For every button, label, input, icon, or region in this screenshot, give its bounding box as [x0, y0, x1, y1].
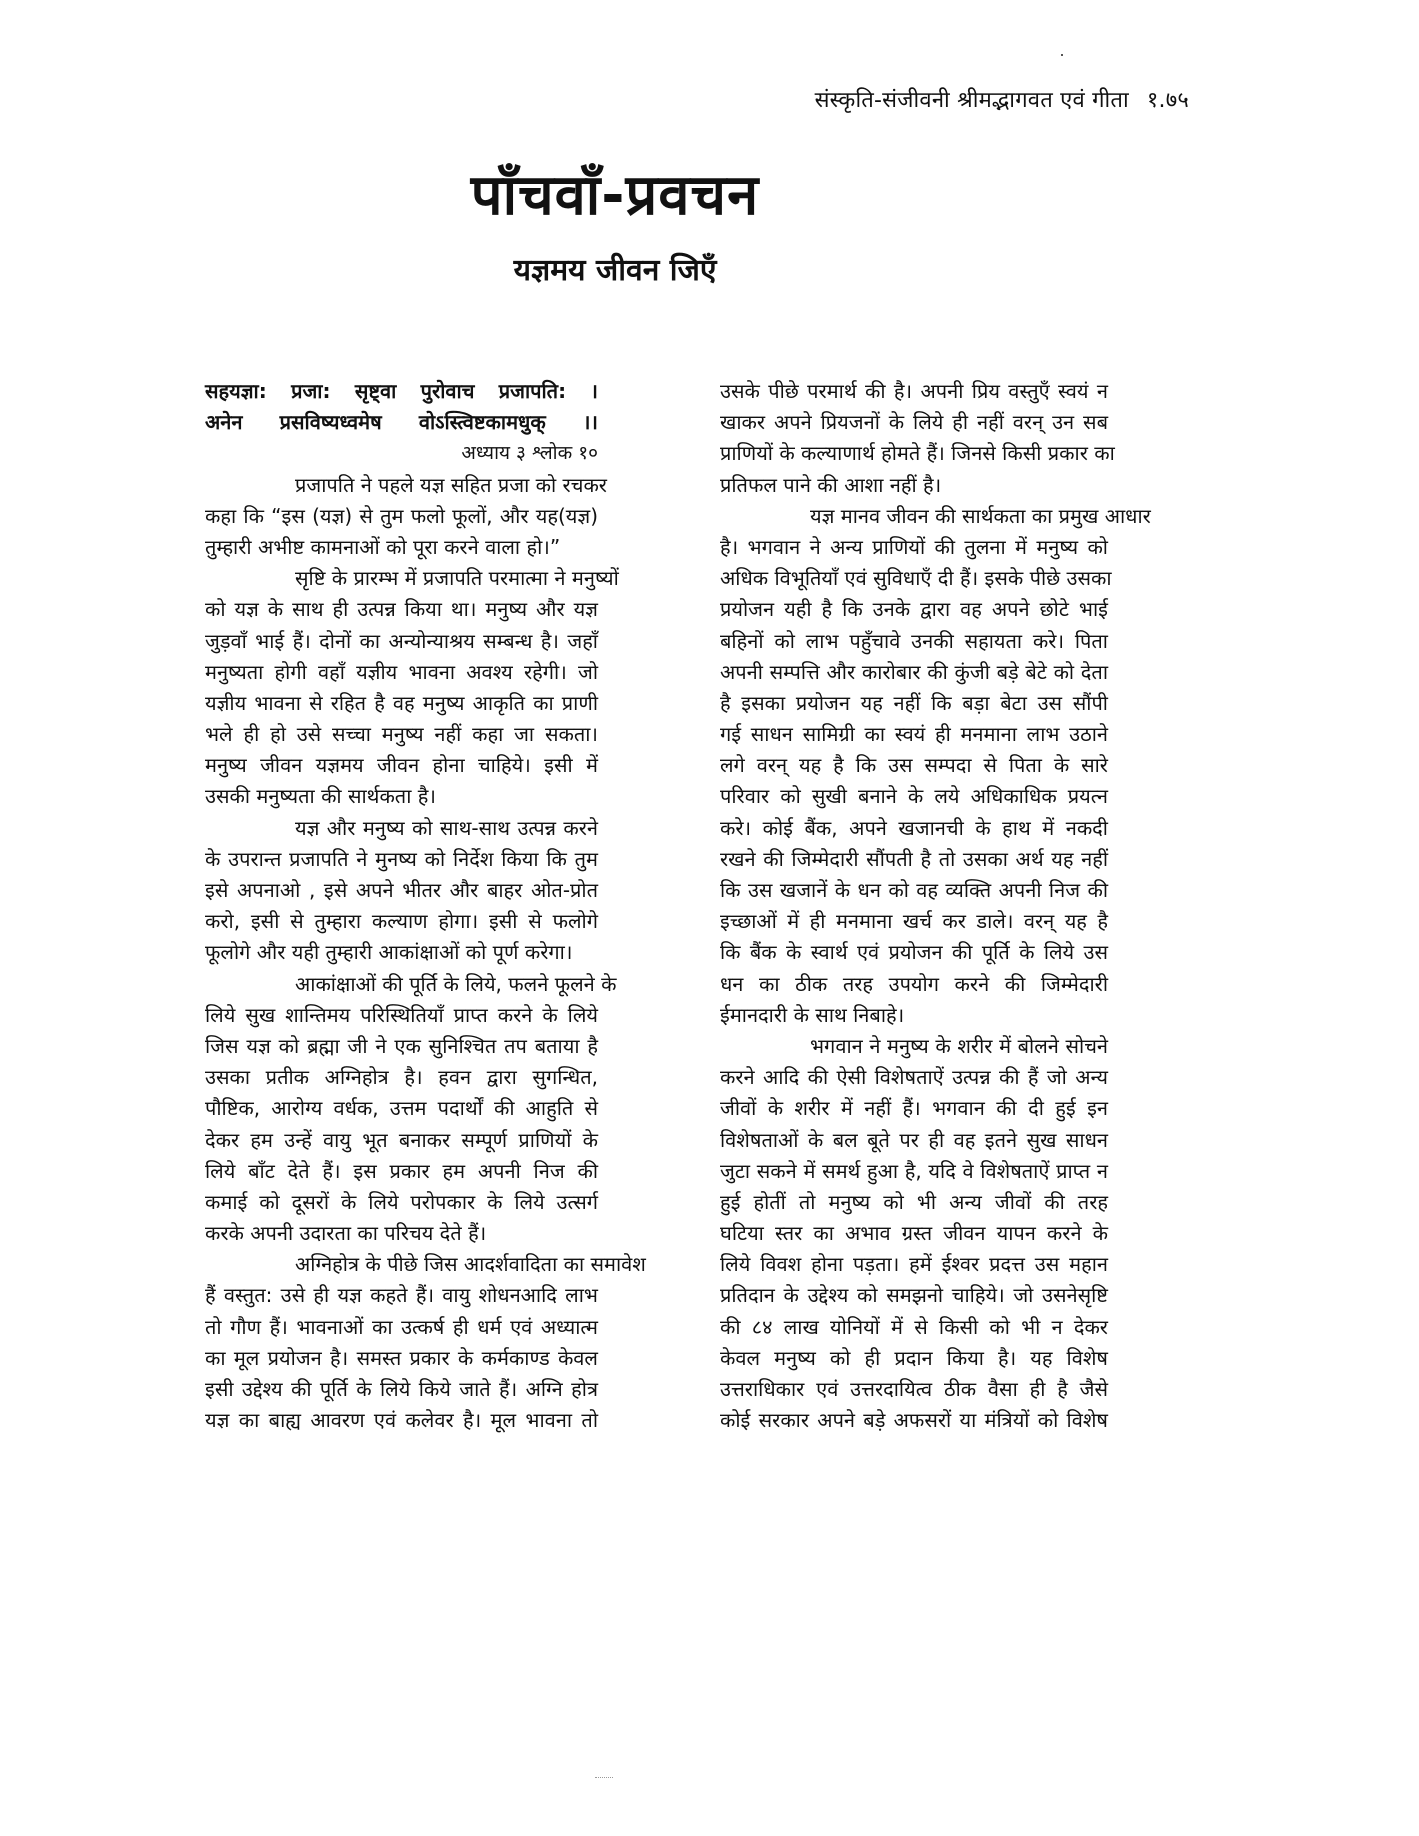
text-line: कमाई को दूसरों के लिये परोपकार के लिये उत्सर्ग [205, 1189, 598, 1214]
text-line: कोई सरकार अपने बड़े अफसरों या मंत्रियों को विशेष [720, 1408, 1108, 1433]
text-line: यज्ञीय भावना से रहित है वह मनुष्य आकृति का प्राणी [205, 690, 598, 715]
shloka-block [205, 376, 598, 470]
text-line: लगे वरन् यह है कि उस सम्पदा से पिता के सारे [720, 753, 1108, 778]
chapter-subtitle: यज्ञमय जीवन जिएँ [513, 253, 717, 288]
text-line: करे। कोई बैंक, अपने खजानची के हाथ में नकदी [720, 815, 1108, 840]
text-line: इसे अपनाओ , इसे अपने भीतर और बाहर ओत-प्रोत [205, 878, 598, 902]
text-line: मनुष्यता होगी वहाँ यज्ञीय भावना अवश्य रहेगी। जो [205, 659, 598, 684]
scan-speck [1061, 54, 1063, 56]
text-line: प्रजापति ने पहले यज्ञ सहित प्रजा को रचकर [295, 472, 607, 497]
left-column [205, 376, 646, 1436]
text-line: देकर हम उन्हें वायु भूत बनाकर सम्पूर्ण प्राणियों के [205, 1127, 598, 1152]
text-line: है। भगवान ने अन्य प्राणियों की तुलना में मनुष्य को [720, 534, 1108, 559]
text-line: प्रतिदान के उद्देश्य को समझनो चाहिये। जो उसनेसृष्टि [720, 1283, 1108, 1308]
right-body-text [720, 376, 1151, 1436]
text-line: करो, इसी से तुम्हारा कल्याण होगा। इसी से फलोगे [205, 909, 598, 934]
text-line: जुड़वाँ भाई हैं। दोनों का अन्योन्याश्रय सम्बन्ध है। जहाँ [205, 628, 598, 653]
text-line: खाकर अपने प्रियजनों के लिये ही नहीं वरन् उन सब [720, 410, 1108, 435]
text-line: ईमानदारी के साथ निबाहे। [720, 1002, 905, 1027]
text-line: यज्ञ और मनुष्य को साथ-साथ उत्पन्न करने [295, 815, 598, 840]
text-line: अपनी सम्पत्ति और कारोबार की कुंजी बड़े बेटे को देता [720, 659, 1108, 684]
text-line: फूलोगे और यही तुम्हारी आकांक्षाओं को पूर्ण करेगा। [205, 940, 573, 965]
text-line: जीवों के शरीर में नहीं हैं। भगवान की दी हुई इन [720, 1096, 1108, 1121]
text-line: प्रयोजन यही है कि उनके द्वारा वह अपने छोटे भाई [720, 597, 1108, 622]
text-line: हुई होतीं तो मनुष्य को भी अन्य जीवों की तरह [720, 1189, 1108, 1214]
text-line: इच्छाओं में ही मनमाना खर्च कर डाले। वरन् यह है [720, 909, 1108, 934]
text-line: पौष्टिक, आरोग्य वर्धक, उत्तम पदार्थों की आहुति से [205, 1096, 598, 1121]
shloka-reference: अध्याय ३ श्लोक १० [461, 442, 598, 465]
text-line: का मूल प्रयोजन है। समस्त प्रकार के कर्मकाण्ड केवल [205, 1345, 598, 1370]
text-line: लिये बाँट देते हैं। इस प्रकार हम अपनी निज की [205, 1158, 598, 1183]
running-header [815, 84, 1189, 114]
text-line: उसकी मनुष्यता की सार्थकता है। [205, 784, 436, 809]
text-line: गई साधन सामिग्री का स्वयं ही मनमाना लाभ उठाने [720, 722, 1108, 747]
text-line: के उपरान्त प्रजापति ने मुनष्य को निर्देश किया कि तुम [205, 846, 598, 871]
text-line: करने आदि की ऐसी विशेषताऐं उत्पन्न की हैं जो अन्य [720, 1065, 1108, 1090]
text-line: प्राणियों के कल्याणार्थ होमते हैं। जिनसे किसी प्रकार का [720, 441, 1115, 466]
text-line: मनुष्य जीवन यज्ञमय जीवन होना चाहिये। इसी में [205, 753, 598, 778]
text-line: कि बैंक के स्वार्थ एवं प्रयोजन की पूर्ति के लिये उस [720, 940, 1108, 965]
text-line: लिये विवश होना पड़ता। हमें ईश्वर प्रदत्त उस महान [720, 1252, 1108, 1277]
text-line: जिस यज्ञ को ब्रह्मा जी ने एक सुनिश्चित तप बताया है [205, 1033, 598, 1058]
text-line: की ८४ लाख योनियों में से किसी को भी न देकर [720, 1314, 1108, 1339]
text-line: विशेषताओं के बल बूते पर ही वह इतने सुख साधन [720, 1127, 1108, 1152]
running-title: संस्कृति-संजीवनी श्रीमद्भागवत एवं गीता [814, 88, 1129, 113]
text-line: तुम्हारी अभीष्ट कामनाओं को पूरा करने वाला हो।” [205, 534, 561, 559]
text-line: सृष्टि के प्रारम्भ में प्रजापति परमात्मा ने मनुष्यों [295, 566, 619, 591]
text-line: लिये सुख शान्तिमय परिस्थितियाँ प्राप्त करने के लिये [205, 1002, 598, 1027]
text-line: परिवार को सुखी बनाने के लये अधिकाधिक प्रयत्न [720, 784, 1108, 809]
text-line: को यज्ञ के साथ ही उत्पन्न किया था। मनुष्य और यज्ञ [205, 597, 598, 622]
left-body-text [205, 470, 646, 1437]
text-line: अग्निहोत्र के पीछे जिस आदर्शवादिता का समावेश [295, 1252, 646, 1277]
page-number: १.७५ [1146, 88, 1189, 113]
text-line: प्रतिफल पाने की आशा नहीं है। [720, 472, 942, 497]
text-line: है इसका प्रयोजन यह नहीं कि बड़ा बेटा उस सौंपी [720, 690, 1108, 715]
text-line: रखने की जिम्मेदारी सौंपती है तो उसका अर्थ यह नहीं [720, 846, 1108, 871]
text-line: अधिक विभूतियाँ एवं सुविधाएँ दी हैं। इसके पीछे उसका [720, 566, 1112, 591]
text-line: इसी उद्देश्य की पूर्ति के लिये किये जाते हैं। अग्नि होत्र [205, 1377, 598, 1401]
right-column [720, 376, 1151, 1436]
text-line: केवल मनुष्य को ही प्रदान किया है। यह विशेष [720, 1345, 1108, 1370]
shloka-line: अनेन प्रसविष्यध्वमेष वोऽस्त्विष्टकामधुक् ।। [205, 410, 598, 435]
text-line: भगवान ने मनुष्य के शरीर में बोलने सोचने [810, 1033, 1108, 1058]
shloka-line: सहयज्ञा: प्रजा: सृष्ट्वा पुरोवाच प्रजापति: । [205, 379, 598, 403]
text-line: कि उस खजानें के धन को वह व्यक्ति अपनी निज की [720, 878, 1108, 902]
text-line: कहा कि “इस (यज्ञ) से तुम फलो फूलों, और यह(यज्ञ) [205, 503, 598, 528]
text-line: यज्ञ का बाह्य आवरण एवं कलेवर है। मूल भावना तो [205, 1408, 598, 1433]
text-line: हैं वस्तुत: उसे ही यज्ञ कहते हैं। वायु शोधनआदि लाभ [205, 1283, 598, 1308]
footer-mark [595, 1777, 613, 1780]
text-line: धन का ठीक तरह उपयोग करने की जिम्मेदारी [720, 971, 1108, 996]
chapter-title: पाँचवाँ-प्रवचन [470, 163, 760, 228]
text-line: जुटा सकने में समर्थ हुआ है, यदि वे विशेषताऐं प्राप्त न [720, 1158, 1108, 1183]
text-line: भले ही हो उसे सच्चा मनुष्य नहीं कहा जा सकता। [205, 722, 598, 747]
text-line: उसका प्रतीक अग्निहोत्र है। हवन द्वारा सुगन्धित, [205, 1065, 598, 1090]
text-line: उत्तराधिकार एवं उत्तरदायित्व ठीक वैसा ही है जैसे [720, 1377, 1108, 1401]
text-line: उसके पीछे परमार्थ की है। अपनी प्रिय वस्तुएँ स्वयं न [720, 379, 1108, 403]
text-line: आकांक्षाओं की पूर्ति के लिये, फलने फूलने के [295, 971, 617, 996]
text-line: बहिनों को लाभ पहुँचावे उनकी सहायता करे। पिता [720, 628, 1108, 653]
text-line: करके अपनी उदारता का परिचय देते हैं। [205, 1221, 487, 1246]
text-line: तो गौण हैं। भावनाओं का उत्कर्ष ही धर्म एवं अध्यात्म [205, 1314, 598, 1339]
text-line: यज्ञ मानव जीवन की सार्थकता का प्रमुख आधार [810, 503, 1151, 528]
text-line: घटिया स्तर का अभाव ग्रस्त जीवन यापन करने के [720, 1221, 1108, 1246]
